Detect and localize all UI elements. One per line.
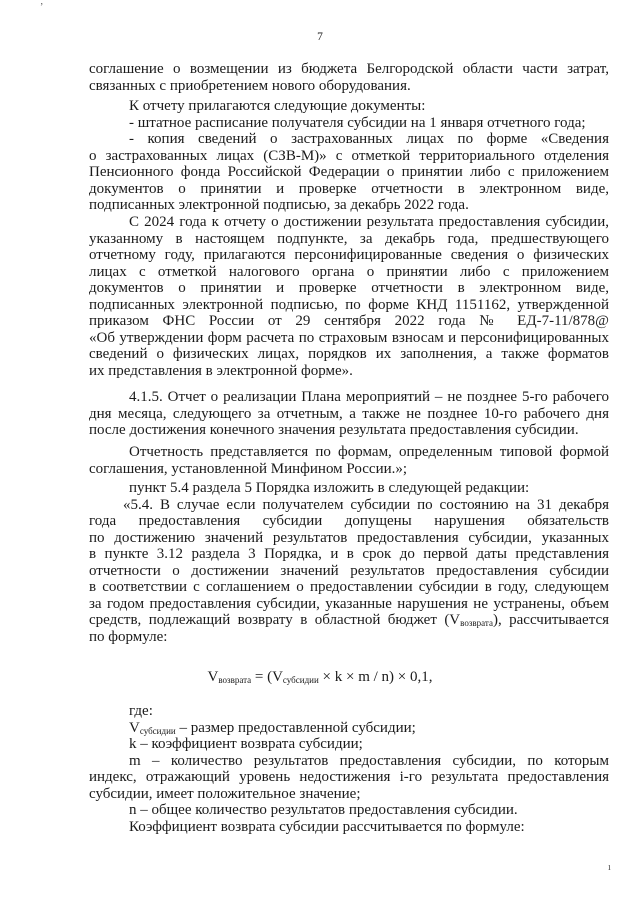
text-line: 4.1.5. Отчет о реализации Плана мероприятий – не позднее 5-го рабочего	[129, 389, 609, 405]
text-line: Пенсионного фонда Российской Федерации о принятии либо с приложением	[89, 164, 609, 180]
text-line: за годом предоставления субсидии, указанные нарушения не устранены, объем	[89, 595, 609, 612]
text-line: $V_{субсидии}$ – размер предоставленной субсидии;	[129, 719, 416, 736]
text-line: k – коэффициент возврата субсидии;	[129, 736, 363, 752]
text-line: где:	[129, 703, 153, 719]
definitions	[89, 703, 609, 835]
text-line: в соответствии с соглашением о предоставлении субсидии в году, следующем	[89, 579, 609, 595]
text-line: документов о принятии и проверке отчетности в электронном виде,	[89, 280, 609, 296]
text-line: - копия сведений о застрахованных лицах по форме «Сведения	[129, 131, 609, 147]
text-line: К отчету прилагаются следующие документы:	[129, 98, 426, 114]
text-line: года предоставления субсидии допущены нарушения обязательств	[89, 513, 609, 529]
text-line: n – общее количество результатов предоставления субсидии.	[129, 802, 518, 818]
text-line: подписанных электронной подписью, по форме КНД 1151162, утвержденной	[89, 296, 609, 313]
text-line: приказом ФНС России от 29 сентября 2022 года № ЕД-7-11/878@	[89, 313, 609, 329]
reporting-paragraph	[89, 444, 609, 477]
text-line: подписанных электронной подписью, за декабрь 2022 года.	[89, 197, 469, 213]
text-line: указанному в настоящем подпункте, за декабрь года, предшествующего	[89, 230, 609, 247]
return-formula: $V_{возврата} = (V_{субсидии} \times k \times m / n) \times 0,1$,	[207, 669, 433, 685]
text-line: лицах с отметкой налогового органа о принятии либо с приложением	[89, 263, 609, 280]
scan-mark: ı	[608, 862, 611, 873]
text-line: соглашение о возмещении из бюджета Белгородской области части затрат,	[89, 61, 609, 77]
attachments-paragraph	[89, 98, 609, 214]
text-line: о застрахованных лицах (СЗВ-М)» с отметкой территориального отделения	[89, 147, 609, 164]
text-line: С 2024 года к отчету о достижении результата предоставления субсидии,	[129, 214, 609, 230]
text-line: связанных с приобретением нового оборудования.	[89, 77, 411, 94]
text-line: - штатное расписание получателя субсидии на 1 января отчетного года;	[129, 114, 586, 131]
intro-paragraph	[89, 61, 609, 94]
text-line: «5.4. В случае если получателем субсидии по состоянию на 31 декабря	[123, 496, 609, 513]
text-line: средств, подлежащий возврату в областной бюджет $(V_{возврата})$, рассчитывается	[89, 612, 609, 628]
scan-mark: ʼ	[40, 2, 44, 13]
year-2024-paragraph	[89, 214, 609, 379]
clause-4-1-5	[89, 389, 609, 439]
text-line: сведений о физических лицах, порядков их заполнения, а также форматов	[89, 346, 609, 362]
text-line: отчетности о достижении значений результатов предоставления субсидии	[89, 562, 609, 579]
text-line: по достижению значений результатов предоставления субсидии, указанных	[89, 529, 609, 546]
text-line: соглашения, установленной Минфином России.»;	[89, 460, 408, 477]
text-line: их представления в электронной форме».	[89, 362, 353, 379]
text-line: Коэффициент возврата субсидии рассчитывается по формуле:	[129, 818, 525, 835]
text-line: пункт 5.4 раздела 5 Порядка изложить в следующей редакции:	[129, 480, 530, 496]
text-line: Отчетность представляется по формам, определенным типовой формой	[129, 444, 609, 460]
text-line: субсидии, имеет положительное значение;	[89, 785, 361, 802]
text-line: m – количество результатов предоставления субсидии, по которым	[129, 752, 609, 769]
page-number: 7	[317, 31, 323, 43]
text-line: дня месяца, следующего за отчетным, а также не позднее 10-го рабочего дня	[89, 405, 609, 422]
text-line: отчетному году, прилагаются персонифицированные сведения о физических	[89, 247, 609, 263]
text-line: в пункте 3.12 раздела 3 Порядка, и в срок до первой даты представления	[89, 546, 609, 562]
clause-5-4	[89, 480, 609, 645]
text-line: «Об утверждении форм расчета по страховым взносам и персонифицированных	[89, 329, 609, 346]
text-line: после достижения конечного значения результата предоставления субсидии.	[89, 422, 579, 438]
text-line: по формуле:	[89, 628, 168, 645]
text-line: документов о принятии и проверке отчетности в электронном виде,	[89, 180, 609, 197]
text-line: индекс, отражающий уровень недостижения i-го результата предоставления	[89, 769, 609, 785]
